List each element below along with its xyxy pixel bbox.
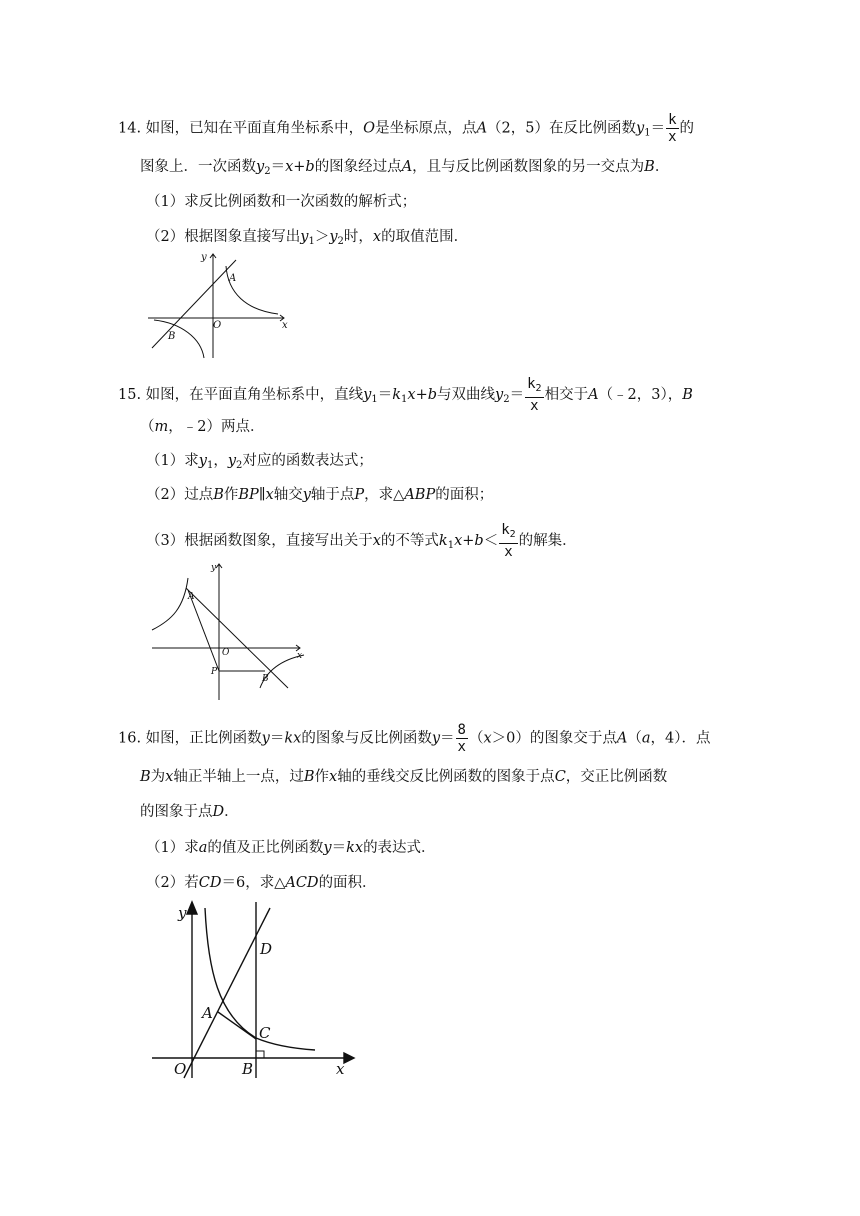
- label-b: B: [262, 674, 269, 684]
- label-y: y: [211, 563, 217, 573]
- q14-text: x+b: [285, 159, 315, 175]
- hyperbola-branch-left: [154, 320, 204, 358]
- q15-frac-den: x: [530, 398, 539, 414]
- q16-text: CD: [198, 875, 222, 891]
- q15-text: 1: [447, 540, 455, 551]
- q14-frac-num: k: [668, 112, 677, 128]
- x-axis-arrow: [344, 1053, 354, 1063]
- q16-text: 轴的垂线交反比例函数的图象于点: [337, 769, 555, 785]
- q14-text: B: [644, 159, 655, 175]
- q15-text: （: [140, 419, 155, 435]
- label-o: O: [174, 1060, 187, 1078]
- q15-text: ∥: [258, 487, 266, 503]
- q14-text: 的取值范围．: [381, 229, 469, 245]
- q15-text: x+b: [454, 533, 484, 549]
- q15-text: y: [495, 387, 504, 403]
- q16-text: 如图，正比例函数: [145, 730, 262, 747]
- q15-text: y: [227, 453, 237, 469]
- q16-text: y: [431, 730, 441, 747]
- q15-text: ，求△: [364, 487, 405, 503]
- label-o: O: [213, 320, 222, 331]
- q16-text: ，4）．点: [650, 730, 711, 747]
- q15-fraction-k2-over-x: [525, 376, 543, 414]
- q16-text: ACD: [285, 875, 319, 891]
- q15-part3: [146, 522, 577, 560]
- q15-text: y: [302, 487, 311, 503]
- q16-text: a: [641, 730, 651, 747]
- q16-text: C: [554, 769, 566, 785]
- q15-text: 作: [223, 487, 239, 503]
- hyperbola-branch-left: [152, 578, 188, 630]
- q15-text: 相交于: [544, 387, 589, 403]
- line-proportional: [184, 908, 273, 1078]
- q15-text: 的不等式: [380, 533, 439, 549]
- q16-frac-num: 8: [457, 722, 466, 738]
- q15-figure: [150, 560, 308, 702]
- q15-text: 1: [371, 394, 378, 405]
- q15-text: B: [682, 387, 693, 403]
- q15-text: A: [588, 387, 599, 403]
- q16-text: x: [483, 730, 492, 747]
- q15-frac2-k: k: [501, 522, 510, 538]
- q14-text: x: [372, 229, 382, 245]
- q16-text: （: [627, 730, 642, 747]
- q15-frac2-k-sub: 2: [509, 529, 516, 540]
- q16-part1: [146, 838, 436, 858]
- q16-text: 的图象与反比例函数: [301, 730, 432, 747]
- q14-text: 时，: [343, 229, 373, 245]
- q14-text: y: [636, 120, 645, 137]
- q14-text: 的图象经过点: [314, 159, 402, 175]
- q15-text: （1）求: [146, 453, 199, 469]
- q15-text: k: [438, 533, 448, 549]
- q15-text: x: [265, 487, 274, 503]
- y-axis-arrow: [187, 902, 197, 914]
- q15-text: ＝: [509, 387, 525, 403]
- q16-text: 的值及正比例函数: [207, 840, 324, 856]
- q16-text: kx: [284, 730, 302, 747]
- q15-text: 轴交: [273, 487, 303, 503]
- q15-text: ABP: [404, 487, 436, 503]
- q14-text: y: [300, 229, 309, 245]
- label-a: A: [229, 273, 237, 284]
- q16-fraction-8-over-x: [456, 722, 468, 755]
- label-a: A: [188, 592, 195, 602]
- q14-fraction-k-over-x: [666, 112, 678, 145]
- q15-text: 轴于点: [310, 487, 355, 503]
- q15-text: 如图，在平面直角坐标系中，直线: [145, 387, 364, 403]
- q15-text: 1: [401, 394, 408, 405]
- q14-text: 的: [679, 120, 695, 137]
- q14-text: ．: [654, 159, 670, 175]
- label-c: C: [259, 1024, 271, 1042]
- q16-text: a: [198, 840, 208, 856]
- q16-text: ．: [224, 804, 239, 820]
- q15-text: P: [354, 487, 365, 503]
- q14-text: 1: [644, 127, 651, 139]
- q14-text: y: [256, 159, 265, 175]
- q15-frac-k: k: [527, 376, 536, 392]
- line-y1: [186, 588, 288, 688]
- q14-part1-text: （1）求反比例函数和一次函数的解析式；: [146, 194, 417, 210]
- q15-text: ，: [213, 453, 228, 469]
- q14-text: ＝: [650, 120, 666, 137]
- q14-text: 图象上．一次函数: [140, 159, 256, 175]
- q14-text: A: [401, 159, 413, 175]
- q16-text: D: [212, 804, 225, 820]
- q16-part2: [146, 873, 377, 893]
- q15-part2: [146, 485, 493, 505]
- q15-text: x+b: [407, 387, 438, 403]
- q15-text: ＜: [483, 533, 499, 549]
- q15-text: （3）根据函数图象，直接写出关于: [146, 533, 373, 549]
- q14-line2: [140, 157, 669, 182]
- label-y: y: [178, 904, 187, 922]
- q16-number: 16.: [118, 730, 142, 747]
- q16-text: （1）求: [146, 840, 199, 856]
- label-d: D: [260, 940, 273, 958]
- q16-text: 的表达式．: [363, 840, 436, 856]
- q15-part1: [146, 451, 373, 476]
- q15-text: ＝: [377, 387, 393, 403]
- q15-text: （2）过点: [146, 487, 214, 503]
- q15-frac2-den: x: [504, 544, 513, 560]
- q16-text: y: [261, 730, 270, 747]
- q16-text: 轴正半轴上一点，过: [173, 769, 304, 785]
- q14-text: 2: [337, 236, 344, 247]
- q16-text: 作: [314, 769, 329, 785]
- q15-text: 的解集．: [518, 533, 577, 549]
- q16-text: ＝: [440, 730, 455, 747]
- q16-frac-den: x: [457, 739, 466, 755]
- q15-text: （﹣2，3），: [598, 387, 683, 403]
- q15-frac-num: [525, 376, 543, 398]
- q16-line2: [140, 767, 667, 787]
- q16-text: （2）若: [146, 875, 199, 891]
- q16-line3: [140, 802, 239, 822]
- q14-text: （2，5）在反比例函数: [487, 120, 636, 137]
- label-y: y: [201, 252, 207, 263]
- q16-text: 为: [150, 769, 166, 785]
- q14-text: O: [363, 120, 376, 137]
- label-x: x: [297, 651, 303, 661]
- q16-text: ，交正比例函数: [565, 769, 668, 785]
- q15-text: B: [213, 487, 224, 503]
- q16-text: （: [468, 730, 484, 747]
- q14-text: y: [329, 229, 338, 245]
- q15-text: 2: [503, 394, 510, 405]
- q16-text: B: [140, 769, 151, 785]
- label-p: P: [211, 667, 218, 677]
- q14-number: 14.: [118, 120, 142, 137]
- q14-frac-den: x: [668, 129, 677, 145]
- q14-text: 是坐标原点，点: [375, 120, 477, 137]
- q15-line2: [140, 417, 264, 437]
- q14-text: 2: [264, 166, 271, 177]
- q16-text: ＝: [331, 840, 347, 856]
- label-b: B: [168, 331, 176, 342]
- q15-number: 15.: [118, 387, 142, 403]
- q14-part1: [146, 192, 416, 212]
- q14-figure: [146, 248, 296, 360]
- q16-text: kx: [346, 840, 364, 856]
- q16-text: 的图象于点: [140, 804, 213, 820]
- q15-text: k: [392, 387, 402, 403]
- q15-text: 与双曲线: [437, 387, 496, 403]
- q14-line1: [118, 112, 694, 145]
- label-a: A: [202, 1004, 213, 1022]
- label-x: x: [336, 1060, 345, 1078]
- q15-text: y: [363, 387, 372, 403]
- q16-figure: [150, 900, 360, 1080]
- q16-text: ＝6，求△: [221, 875, 286, 891]
- q16-text: ＞0）的图象交于点: [491, 730, 617, 747]
- label-o: O: [222, 648, 230, 658]
- q15-frac-k-sub: 2: [535, 383, 542, 394]
- q14-text: 1: [308, 236, 315, 247]
- q14-text: ＝: [270, 159, 286, 175]
- q15-text: 2: [236, 460, 243, 471]
- q14-text: A: [476, 120, 488, 137]
- q16-line1: [118, 722, 711, 755]
- q15-text: x: [372, 533, 381, 549]
- q15-text: m: [154, 419, 169, 435]
- q15-text: y: [198, 453, 207, 469]
- q16-text: ＝: [269, 730, 285, 747]
- q15-frac2-num: [499, 522, 517, 544]
- q15-text: ，﹣2）两点．: [168, 419, 265, 435]
- q16-text: B: [303, 769, 315, 785]
- segment-pa: [188, 590, 219, 671]
- q15-fraction-k2-over-x-2: [499, 522, 517, 560]
- q14-text: ＞: [314, 229, 330, 245]
- q14-text: ，且与反比例函数图象的另一交点为: [412, 159, 645, 175]
- q16-text: x: [165, 769, 174, 785]
- q15-text: 的面积；: [435, 487, 494, 503]
- label-x: x: [282, 320, 288, 331]
- q16-text: 的面积．: [318, 875, 377, 891]
- segment-ac: [218, 1012, 256, 1039]
- q14-text: （2）根据图象直接写出: [146, 229, 301, 245]
- q14-text: 如图，已知在平面直角坐标系中，: [145, 120, 364, 137]
- q16-text: A: [616, 730, 628, 747]
- q16-text: x: [329, 769, 338, 785]
- q15-text: 对应的函数表达式；: [242, 453, 373, 469]
- line-y2: [152, 260, 236, 348]
- label-b: B: [242, 1060, 254, 1078]
- right-angle-mark: [256, 1051, 264, 1058]
- q15-text: BP: [238, 487, 259, 503]
- q16-text: y: [323, 840, 332, 856]
- q15-line1: [118, 376, 693, 414]
- q15-text: 1: [206, 460, 214, 471]
